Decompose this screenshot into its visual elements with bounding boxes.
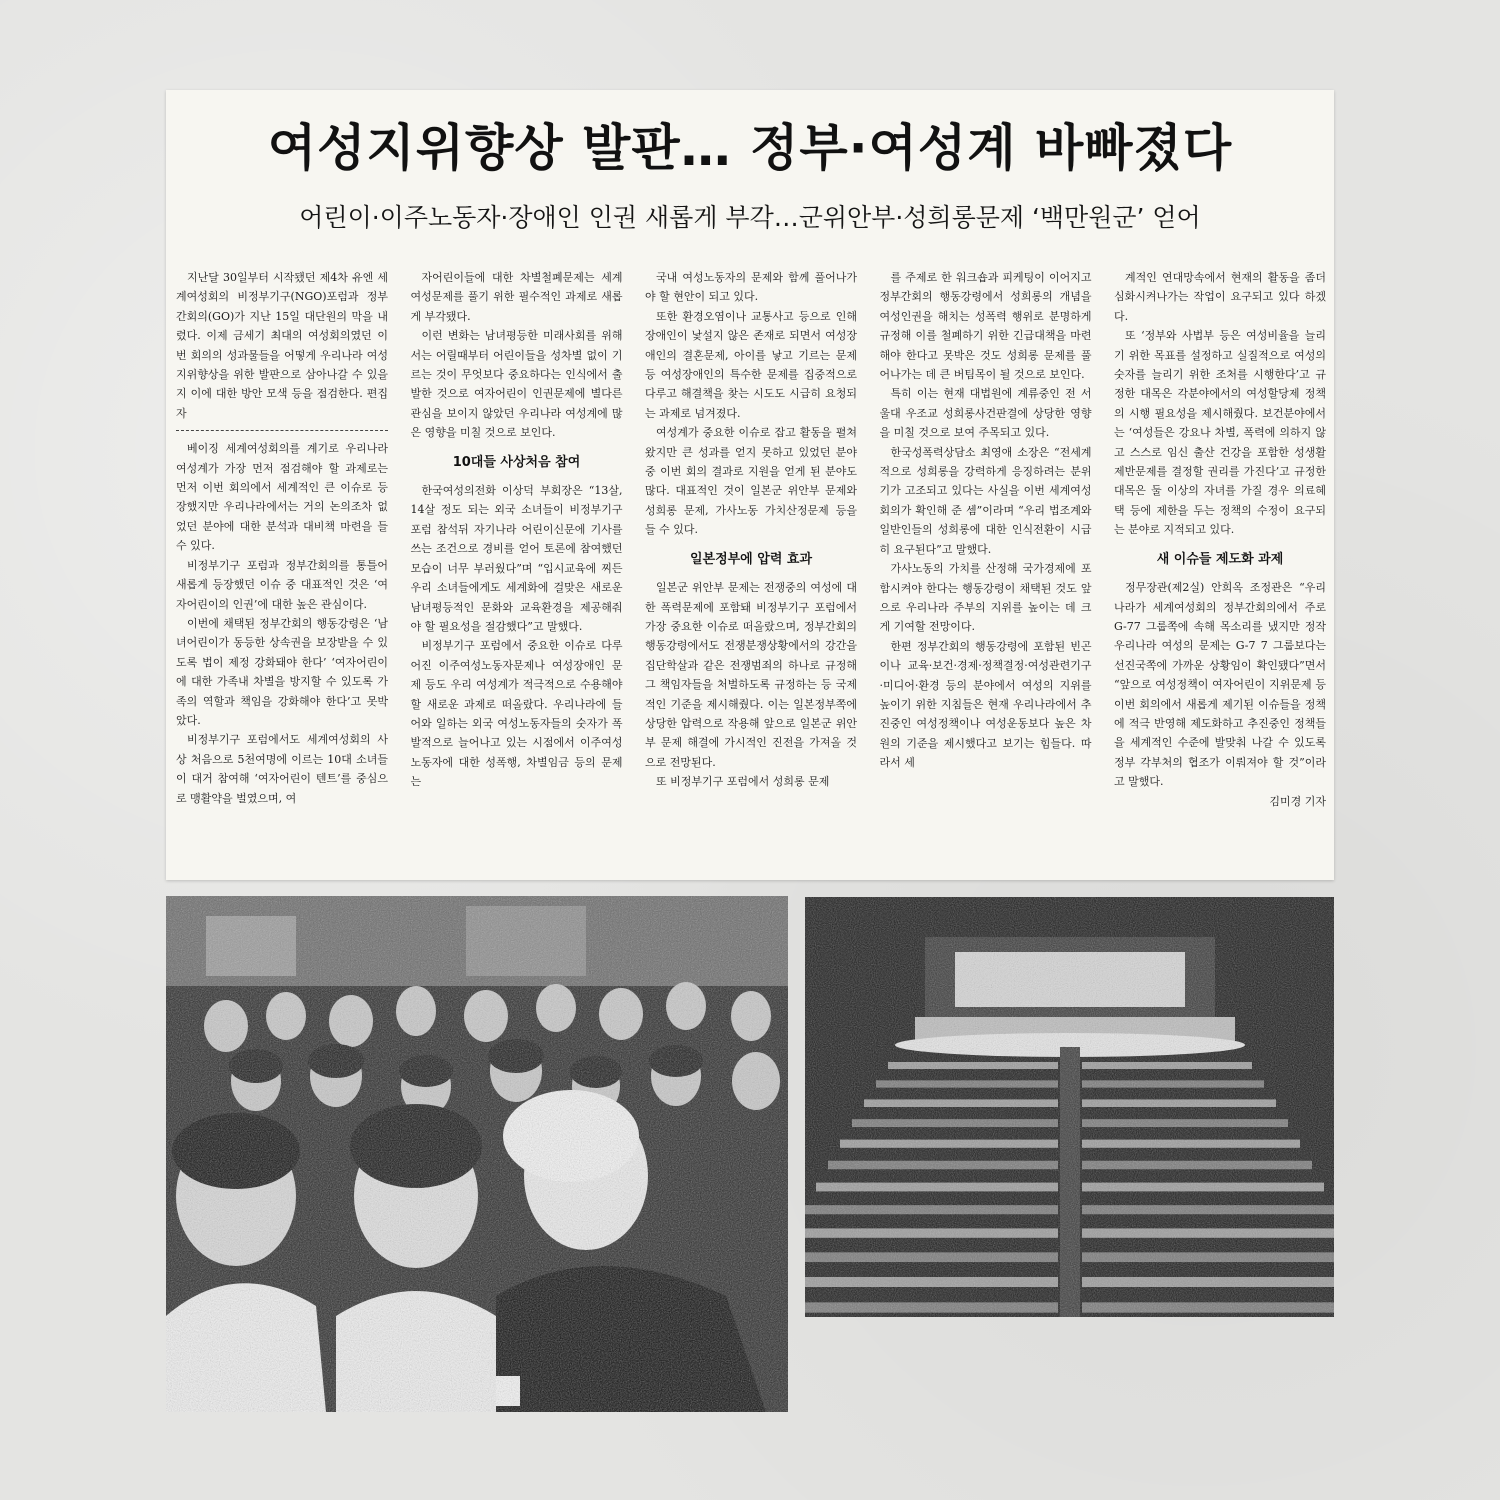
column-5-body (1114, 268, 1326, 792)
article-paragraph: 베이징 세계여성회의를 계기로 우리나라 여성계가 가장 먼저 점검해야 할 과제로는 먼저 이번 회의에서 세계적인 큰 이슈로 등장했지만 우리나라에서는 거의 논의조차 없었던 분야에 대한 분석과 대비책 마련을 들 수 있다. (176, 442, 388, 553)
article-paragraph: 또한 환경오염이나 교통사고 등으로 인해 장애인이 낯설지 않은 존재로 되면서 여성장애인의 결혼문제, 아이를 낳고 기르는 문제 등 여성장애인의 특수한 문제를 집중적으로 다루고 해결책을 찾는 시도도 시급히 요청되는 과제로 넘겨졌다. (645, 309, 857, 420)
section-subtitle: 10대들 사상처음 참여 (452, 454, 581, 470)
article-paragraph: 이런 변화는 남녀평등한 미래사회를 위해서는 어릴때부터 어린이들을 성차별 없이 기르는 것이 무엇보다 중요하다는 인식에서 출발한 것으로 여자어린이 인권문제에 별다른 관심을 보이지 않았던 우리나라 여성계에 많은 영향을 미칠 것으로 보인다. (410, 329, 623, 440)
article-paragraph: 이번에 채택된 정부간회의 행동강령은 ‘남녀어린이가 동등한 상속권을 보장받을 수 있도록 법이 제정 강화돼야 한다’ ‘여자어린이에 대한 가족내 차별을 방지할 수 있도록 가족의 역할과 책임을 강화해야 한다’고 못박았다. (176, 616, 388, 727)
article-paragraph: 한국여성의전화 이상덕 부회장은 “13살, 14살 정도 되는 외국 소녀들이 비정부기구 포럼 참석뒤 자기나라 어린이신문에 기사를 쓰는 조건으로 경비를 얻어 토론에 참여했던 모습이 너무 부러웠다”며 “입시교육에 찌든 우리 소녀들에게도 세계화에 걸맞은 새로운 남녀평등적인 문화와 교육환경을 제공해줘야 할 필요성을 절감했다”고 말했다. (410, 484, 623, 633)
photo-audience (166, 896, 788, 1412)
article-paragraph: 한국성폭력상담소 최영애 소장은 “전세계적으로 성희롱을 강력하게 응징하려는 분위기가 고조되고 있다는 사실을 이번 세계여성회의가 확인해 준 셈”이라며 “우리 법조계와 일반인들의 성희롱에 대한 인식전환이 시급히 요구된다”고 말했다. (879, 445, 1092, 556)
section-subtitle: 새 이슈들 제도화 과제 (1156, 551, 1284, 567)
column-5 (1114, 268, 1326, 872)
article-paragraph: 또 ‘정부와 사법부 등은 여성비율을 늘리기 위한 목표를 설정하고 실질적으로 여성의 숫자를 늘리기 위한 조처를 시행한다’고 규정한 대목은 각분야에서의 여성할당제 정책의 시행 필요성을 제시해줬다. 보건분야에서는 ‘여성들은 강요나 차별, 폭력에 의하지 않고 스스로 임신 출산 건강을 포함한 성생활 제반문제를 결정할 권리를 가진다’고 규정한 대목은 둘 이상의 자녀를 가질 경우 의료혜택 등에 제한을 두는 정책의 수정이 요구되는 분야로 지적되고 있다. (1114, 329, 1326, 537)
column-1 (176, 268, 388, 872)
article-paragraph: 또 비정부기구 포럼에서 성희롱 문제 (656, 775, 830, 789)
article-paragraph: 자어린이들에 대한 차별철폐문제는 세계여성문제를 풀기 위한 필수적인 과제로 새롭게 부각됐다. (410, 271, 623, 323)
column-2 (411, 268, 623, 872)
photo-conference-hall-graphic (805, 897, 1334, 1317)
photo-conference-hall (805, 897, 1334, 1317)
article-paragraph: 비정부기구 포럼과 정부간회의를 통틀어 새롭게 등장했던 이슈 중 대표적인 것은 ‘여자어린이의 인권’에 대한 높은 관심이다. (176, 558, 388, 611)
headline: 여성지위향상 발판… 정부·여성계 바빠졌다 (267, 119, 1233, 177)
newspaper-clipping (166, 90, 1334, 880)
article-paragraph: 정무장관(제2실) 안희옥 조정관은 “우리나라가 세계여성회의 정부간회의에서 주로 G-77 그룹쪽에 속해 목소리를 냈지만 정작 우리나라 여성의 문제는 G-7 7 그룹보다는 선진국쪽에 가까운 상황임이 확인됐다”면서 “앞으로 여성정책이 여자어린이 지위문제 등 이번 회의에서 새롭게 제기된 이슈들을 정책에 적극 반영해 제도화하고 추진중인 정책들을 세계적인 수준에 발맞춰 나갈 수 있도록 정부 각부처의 협조가 이뤄져야 할 것”이라고 말했다. (1114, 581, 1326, 789)
photo-audience-graphic (166, 896, 788, 1412)
article-paragraph: 계적인 연대망속에서 현재의 활동을 좀더 심화시켜나가는 작업이 요구되고 있다 하겠다. (1114, 271, 1326, 323)
article-paragraph: 를 주제로 한 워크숍과 피케팅이 이어지고 정부간회의 행동강령에서 성희롱의 개념을 여성인권을 해치는 성폭력 행위로 분명하게 규정해 이를 철폐하기 위한 긴급대책을 마련해야 한다고 못박은 것도 성희롱 문제를 풀어나가는 데 큰 버팀목이 될 것으로 보인다. (879, 271, 1092, 382)
article-paragraph: 가사노동의 가치를 산정해 국가경제에 포함시켜야 한다는 행동강령이 채택된 것도 앞으로 우리나라 주부의 지위를 높이는 데 크게 기여할 전망이다. (879, 562, 1092, 634)
section-subtitle: 일본정부에 압력 효과 (689, 551, 813, 567)
lead-divider (176, 430, 388, 431)
article-paragraph: 일본군 위안부 문제는 전쟁중의 여성에 대한 폭력문제에 포함돼 비정부기구 포럼에서 가장 중요한 이슈로 떠올랐으며, 정부간회의 행동강령에서도 전쟁분쟁상황에서의 강간을 집단학살과 같은 전쟁범죄의 하나로 규정해 그 책임자들을 처벌하도록 규정하는 등 국제적인 기준을 제시해줬다. 이는 일본정부쪽에 상당한 압력으로 작용해 앞으로 일본군 위안부 문제 해결에 가시적인 진전을 가져올 것으로 전망된다. (645, 581, 857, 769)
byline: 김미경 기자 (1269, 794, 1326, 808)
article-paragraph: 국내 여성노동자의 문제와 함께 풀어나가야 할 현안이 되고 있다. (645, 271, 857, 304)
subheadline: 어린이·이주노동자·장애인 인권 새롭게 부각…군위안부·성희롱문제 ‘백만원군’ 얻어 (299, 203, 1201, 232)
column-4 (880, 268, 1092, 872)
article-paragraph: 비정부기구 포럼에서도 세계여성회의 사상 처음으로 5천여명에 이르는 10대 소녀들이 대거 참여해 ‘여자어린이 텐트’를 중심으로 맹활약을 벌였으며, 여 (176, 733, 388, 805)
article-paragraph: 한편 정부간회의 행동강령에 포함된 빈곤이나 교육·보건·경제·정책결정·여성관련기구·미디어·환경 등의 분야에서 여성의 지위를 높이기 위한 지침들은 현재 우리나라에서 추진중인 여성정책이나 여성운동보다 높은 차원의 기준을 제시했다고 보기는 힘들다. 따라서 세 (879, 639, 1092, 770)
column-3 (645, 268, 857, 872)
article-paragraph: 비정부기구 포럼에서 중요한 이슈로 다루어진 이주여성노동자문제나 여성장애인 문제 등도 우리 여성계가 적극적으로 수용해야 할 새로운 과제로 떠올랐다. 우리나라에 들어와 일하는 외국 여성노동자들의 숫자가 폭발적으로 늘어나고 있는 시점에서 이주여성노동자에 대한 성폭행, 차별임금 등의 문제는 (410, 639, 623, 789)
article-columns (176, 268, 1326, 872)
article-paragraph: 특히 이는 현재 대법원에 계류중인 전 서울대 우조교 성희롱사건판결에 상당한 영향을 미칠 것으로 보여 주목되고 있다. (879, 387, 1092, 440)
article-paragraph: 여성계가 중요한 이슈로 잡고 활동을 펼쳐왔지만 큰 성과를 얻지 못하고 있었던 분야 중 이번 회의 결과로 지원을 얻게 된 분야도 많다. 대표적인 것이 일본군 위안부 문제와 성희롱 문제, 가사노동 가치산정문제 등을 들 수 있다. (645, 426, 857, 537)
lead-paragraph: 지난달 30일부터 시작됐던 제4차 유엔 세계여성회의 비정부기구(NGO)포럼과 정부간회의(GO)가 지난 15일 대단원의 막을 내렸다. 이제 금세기 최대의 여성회의였던 이번 회의의 성과물들을 어떻게 우리나라 여성지위향상을 위한 발판으로 삼아나갈 수 있을지 이에 대한 방안 모색 등을 점검한다. 편집자 (176, 271, 388, 420)
